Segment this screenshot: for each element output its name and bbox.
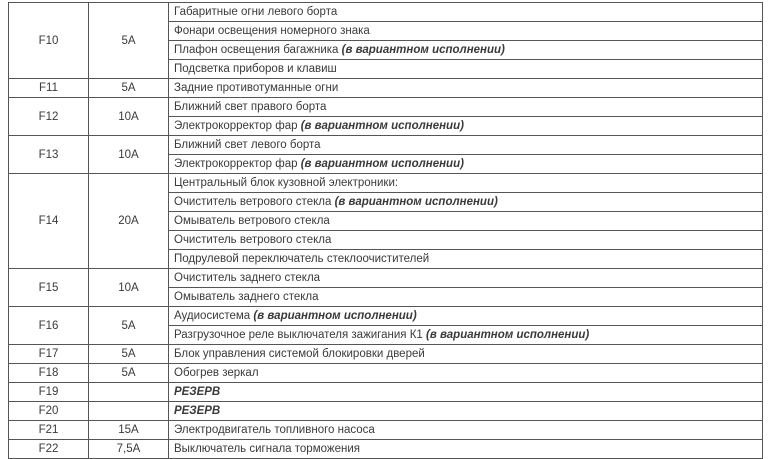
table-row [9,402,763,421]
circuit-description-cell [169,402,763,421]
fuse-number-cell: F19 [9,383,89,402]
fuse-amperage-cell: 10A [89,269,169,307]
circuit-description-cell [169,440,763,459]
circuit-description-cell [169,3,763,22]
fuse-amperage-cell [89,383,169,402]
circuit-description-cell [169,22,763,41]
circuit-name: Фонари освещения номерного знака [174,25,370,37]
reserve-label: РЕЗЕРВ [174,386,221,398]
circuit-name: Электрокорректор фар [174,158,301,170]
circuit-name: Ближний свет правого борта [174,101,327,113]
circuit-description-cell [169,98,763,117]
table-row [9,79,763,98]
fuse-number-cell: F13 [9,136,89,174]
circuit-description-cell [169,136,763,155]
circuit-name: Плафон освещения багажника [174,44,342,56]
circuit-description-cell [169,117,763,136]
circuit-description-cell [169,307,763,326]
table-row [9,174,763,193]
circuit-name: Омыватель ветрового стекла [174,215,330,227]
table-row [9,421,763,440]
circuit-name: Электродвигатель топливного насоса [174,424,375,436]
fuse-amperage-cell: 15A [89,421,169,440]
circuit-description-cell [169,288,763,307]
fuse-number-cell: F16 [9,307,89,345]
circuit-description-cell [169,421,763,440]
circuit-name: Электрокорректор фар [174,120,301,132]
fuse-number-cell: F15 [9,269,89,307]
table-row [9,307,763,326]
table-row [9,136,763,155]
fuse-number-cell: F20 [9,402,89,421]
circuit-name: Очиститель ветрового стекла [174,196,335,208]
circuit-description-cell [169,345,763,364]
circuit-description-cell [169,231,763,250]
fuse-number-cell: F11 [9,79,89,98]
table-row [9,364,763,383]
fuse-number-cell: F14 [9,174,89,269]
circuit-name: Подсветка приборов и клавиш [174,63,337,75]
table-row [9,269,763,288]
reserve-label: РЕЗЕРВ [174,405,221,417]
circuit-description-cell [169,79,763,98]
fuse-table-body [9,3,763,459]
table-row [9,440,763,459]
circuit-name: Очиститель заднего стекла [174,272,321,284]
circuit-name: Обогрев зеркал [174,367,259,379]
circuit-description-cell [169,41,763,60]
variant-note: (в вариантном исполнении) [253,310,417,322]
fuse-amperage-cell: 5A [89,3,169,79]
variant-note: (в вариантном исполнении) [341,44,505,56]
fuse-amperage-cell: 7,5A [89,440,169,459]
circuit-description-cell [169,155,763,174]
circuit-name: Центральный блок кузовной электроники: [174,177,399,189]
circuit-name: Габаритные огни левого борта [174,6,338,18]
circuit-description-cell [169,326,763,345]
fuse-amperage-cell: 10A [89,136,169,174]
fuse-amperage-cell: 20A [89,174,169,269]
table-row [9,383,763,402]
variant-note: (в вариантном исполнении) [300,120,464,132]
variant-note: (в вариантном исполнении) [334,196,498,208]
circuit-description-cell [169,174,763,193]
table-row [9,98,763,117]
fuse-number-cell: F22 [9,440,89,459]
fuse-amperage-cell: 10A [89,98,169,136]
fuse-amperage-cell [89,402,169,421]
circuit-name: Ближний свет левого борта [174,139,321,151]
variant-note: (в вариантном исполнении) [300,158,464,170]
circuit-description-cell [169,212,763,231]
fuse-number-cell: F21 [9,421,89,440]
circuit-description-cell [169,193,763,212]
table-row [9,345,763,364]
circuit-name: Задние противотуманные огни [174,82,339,94]
fuse-table [8,2,763,459]
variant-note: (в вариантном исполнении) [426,329,590,341]
circuit-description-cell [169,364,763,383]
fuse-amperage-cell: 5A [89,79,169,98]
circuit-name: Выключатель сигнала торможения [174,443,360,455]
circuit-name: Разгрузочное реле выключателя зажигания К1 [174,329,427,341]
circuit-name: Очиститель ветрового стекла [174,234,332,246]
circuit-description-cell [169,60,763,79]
circuit-description-cell [169,383,763,402]
circuit-description-cell [169,269,763,288]
fuse-number-cell: F10 [9,3,89,79]
table-row [9,3,763,22]
fuse-amperage-cell: 5A [89,364,169,383]
circuit-name: Подрулевой переключатель стеклоочистителей [174,253,430,265]
fuse-number-cell: F12 [9,98,89,136]
fuse-amperage-cell: 5A [89,345,169,364]
circuit-description-cell [169,250,763,269]
fuse-number-cell: F17 [9,345,89,364]
fuse-amperage-cell: 5A [89,307,169,345]
circuit-name: Блок управления системой блокировки дверей [174,348,425,360]
circuit-name: Омыватель заднего стекла [174,291,319,303]
fuse-number-cell: F18 [9,364,89,383]
circuit-name: Аудиосистема [174,310,254,322]
